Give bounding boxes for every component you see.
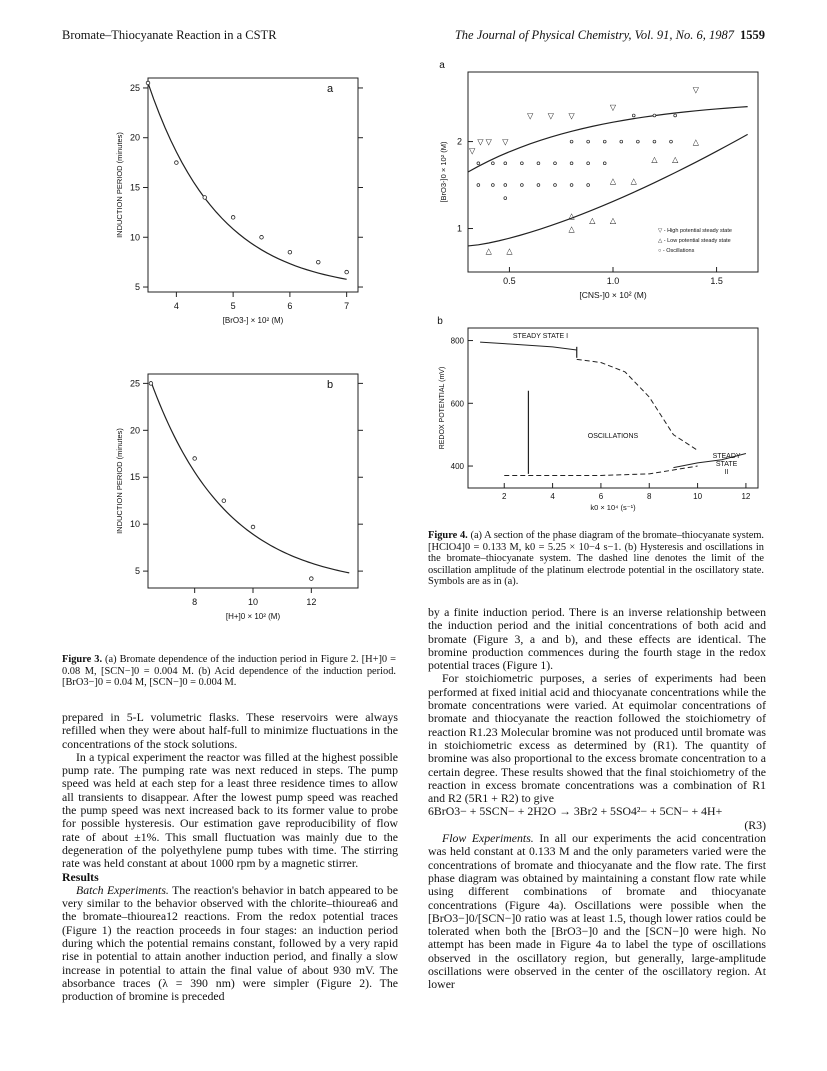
y-tick-label: 25 bbox=[129, 82, 140, 93]
x-tick-label: 8 bbox=[647, 492, 652, 501]
oscillation-marker bbox=[491, 162, 494, 165]
y-tick-label: 400 bbox=[450, 462, 464, 472]
low-steady-state-marker: △ bbox=[672, 154, 679, 164]
y-tick-label: 20 bbox=[129, 425, 140, 436]
paragraph: by a finite induction period. There is an inverse relationship between the induction period and the initial concentrations of both acid and bromate (Figure 3, a and b), and these effects are identical. The bromine production commences during the fourth stage in the redox potential traces (Figure 1). bbox=[428, 605, 766, 673]
y-axis-label: [BrO3-]0 × 10² (M) bbox=[439, 141, 448, 203]
x-axis-label: k0 × 10⁴ (s⁻¹) bbox=[590, 503, 636, 512]
y-tick-label: 15 bbox=[129, 472, 140, 483]
fit-curve bbox=[148, 83, 347, 279]
upper-boundary-curve bbox=[468, 107, 748, 172]
oscillation-marker bbox=[504, 162, 507, 165]
data-point bbox=[260, 235, 264, 239]
oscillation-marker bbox=[554, 162, 557, 165]
figure-3-text: (a) Bromate dependence of the induction period in Figure 2. [H+]0 = 0.08 M, [SCN−]0 = 0.004 M. (b) Acid dependence of the induction period. [BrO3−]0 = 0.04 M, [SCN−]0 = 0.004 M. bbox=[62, 654, 396, 689]
data-point bbox=[149, 382, 153, 386]
oscillation-marker bbox=[632, 114, 635, 117]
oscillation-marker bbox=[603, 140, 606, 143]
data-point bbox=[316, 260, 320, 264]
x-tick-label: 7 bbox=[344, 301, 350, 311]
figure-3-caption bbox=[62, 654, 396, 689]
equation bbox=[428, 805, 766, 818]
journal-citation: The Journal of Physical Chemistry, Vol. 91, No. 6, 1987 bbox=[454, 28, 734, 42]
low-steady-state-marker: △ bbox=[609, 215, 617, 225]
high-steady-state-marker: ▽ bbox=[609, 102, 617, 112]
paragraph: prepared in 5-L volumetric flasks. These reservoirs were always refilled when they were about half-full to minimize fluctuations in the concentrations of the stock solutions. bbox=[62, 710, 398, 751]
right-body-column bbox=[428, 606, 766, 992]
steady-state-ii-label: II bbox=[724, 468, 729, 476]
figure-3a-chart bbox=[110, 70, 370, 360]
oscillation-marker bbox=[620, 140, 623, 143]
plot-frame bbox=[148, 78, 358, 292]
oscillation-marker bbox=[674, 114, 677, 117]
x-axis-label: [BrO3-] × 10² (M) bbox=[222, 316, 284, 325]
oscillation-marker bbox=[587, 140, 590, 143]
oscillation-marker bbox=[504, 197, 507, 200]
run-in-heading: Batch Experiments. bbox=[76, 882, 169, 897]
x-tick-label: 10 bbox=[693, 492, 703, 501]
paragraph: For stoichiometric purposes, a series of experiments had been performed at fixed initial acid and thiocyanate concentrations while the bromate concentrations were varied. At equimolar concentrations of bromate and thiocyanate the reaction followed the stoichiometry of reaction R1.23 Molecular bromine was not produced until bromate was in stoichiometric excess as determined by (R1). The quantity of bromine was also proportional to the excess bromate concentration to a certain degree. These results showed that the final stoichiometry of the reaction in excess bromate concentrations was a combination of R1 and R2 (5R1 + R2) to give bbox=[428, 671, 766, 806]
x-tick-label: 12 bbox=[741, 492, 751, 501]
oscillation-marker bbox=[603, 162, 606, 165]
page-number: 1559 bbox=[740, 28, 765, 42]
oscillation-marker bbox=[520, 162, 523, 165]
y-tick-label: 5 bbox=[134, 282, 140, 293]
oscillation-marker bbox=[653, 140, 656, 143]
low-steady-state-marker: △ bbox=[568, 224, 575, 234]
x-axis-label: [CNS-]0 × 10² (M) bbox=[579, 290, 647, 300]
low-steady-state-marker: △ bbox=[568, 211, 575, 221]
panel-label: b bbox=[437, 316, 443, 327]
y-tick-label: 600 bbox=[450, 399, 464, 409]
high-steady-state-marker: ▽ bbox=[502, 137, 509, 147]
y-tick-label: 2 bbox=[456, 136, 462, 147]
data-point bbox=[288, 250, 292, 254]
data-point bbox=[251, 525, 255, 529]
high-steady-state-marker: ▽ bbox=[485, 137, 492, 147]
steady-state-ii-label: STEADY bbox=[712, 453, 741, 461]
y-axis-label: INDUCTION PERIOD (minutes) bbox=[115, 428, 124, 534]
high-steady-state-marker: ▽ bbox=[692, 85, 699, 95]
high-steady-state-marker: ▽ bbox=[568, 111, 575, 121]
oscillations-label: OSCILLATIONS bbox=[587, 432, 639, 440]
paragraph bbox=[62, 884, 398, 1004]
x-tick-label: 1.5 bbox=[710, 276, 723, 286]
legend-entry: △ - Low potential steady state bbox=[658, 238, 731, 244]
x-tick-label: 4 bbox=[173, 301, 179, 311]
oscillation-marker bbox=[670, 140, 673, 143]
y-tick-label: 5 bbox=[134, 566, 140, 577]
y-tick-label: 25 bbox=[129, 378, 140, 389]
oscillation-marker bbox=[587, 162, 590, 165]
oscillation-marker bbox=[537, 184, 540, 187]
panel-label: a bbox=[439, 60, 445, 71]
oscillation-marker bbox=[587, 184, 590, 187]
high-steady-state-marker: ▽ bbox=[469, 146, 476, 156]
steady-state-ii-label: STATE bbox=[715, 461, 738, 469]
oscillation-marker bbox=[504, 184, 507, 187]
low-steady-state-marker: △ bbox=[630, 176, 637, 186]
oscillation-marker bbox=[570, 140, 573, 143]
data-point bbox=[222, 499, 226, 503]
figure-4-text: (a) A section of the phase diagram of the bromate–thiocyanate system. [HClO4]0 = 0.133 M, k0 = 5.25 × 10−4 s−1. (b) Hysteresis and oscillations in the bromate–thiocyanate system. The dashed line denotes the limit of the oscillation amplitude of the platinum electrode potential in the oscillatory state. Symbols are as in (a). bbox=[428, 530, 764, 588]
x-tick-label: 2 bbox=[502, 492, 507, 501]
y-tick-label: 10 bbox=[129, 232, 140, 243]
y-tick-label: 15 bbox=[129, 182, 140, 193]
oscillation-marker bbox=[477, 184, 480, 187]
high-steady-state-marker: ▽ bbox=[527, 111, 534, 121]
x-axis-label: [H+]0 × 10² (M) bbox=[225, 612, 281, 621]
y-tick-label: 10 bbox=[129, 519, 140, 530]
high-steady-state-marker: ▽ bbox=[547, 111, 554, 121]
x-tick-label: 5 bbox=[230, 301, 236, 311]
figure-4-caption bbox=[428, 530, 764, 588]
paragraph-text: In all our experiments the acid concentration was held constant at 0.133 M and the only parameters varied were the concentrations of bromate and thiocyanate and the flow rate. The first phase diagram was obtained by maintaining a constant flow rate while using different combinations of bromate and thiocyanate concentrations (Figure 4a). Oscillations were possible when the [BrO3−]0/[SCN−]0 ratio was at least 1.5, though lower ratios could be tolerated when both the [BrO3−]0 and the [SCN−]0 were high. No attempt has been made in Figure 4a to label the type of oscillations observed in the oscillatory region, but generally, large-amplitude oscillations were observed in the center of the oscillatory region. At lower bbox=[428, 831, 766, 992]
figure-3b-chart bbox=[110, 366, 370, 648]
x-tick-label: 0.5 bbox=[503, 276, 516, 286]
low-steady-state-marker: △ bbox=[692, 137, 699, 147]
oscillation-marker bbox=[653, 114, 656, 117]
panel-label: b bbox=[326, 379, 334, 391]
left-body-column bbox=[62, 711, 398, 1004]
figure-4b-chart bbox=[428, 318, 768, 528]
figure-4a-chart bbox=[428, 60, 768, 310]
oscillation-marker bbox=[570, 184, 573, 187]
equation-text: 6BrO3− + 5SCN− + 2H2O → 3Br2 + 5SO4²− + 5CN− + 4H+ bbox=[428, 804, 723, 819]
legend-entry: ○ - Oscillations bbox=[658, 248, 695, 254]
run-in-heading: Flow Experiments. bbox=[442, 831, 534, 846]
x-tick-label: 1.0 bbox=[606, 276, 620, 286]
running-header-title: Bromate–Thiocyanate Reaction in a CSTR bbox=[62, 28, 277, 42]
y-tick-label: 1 bbox=[456, 223, 462, 234]
x-tick-label: 6 bbox=[287, 301, 293, 311]
legend-entry: ▽ - High potential steady state bbox=[658, 228, 732, 234]
x-tick-label: 10 bbox=[247, 597, 259, 607]
low-steady-state-marker: △ bbox=[651, 154, 658, 164]
low-steady-state-marker: △ bbox=[485, 246, 492, 256]
y-axis-label: INDUCTION PERIOD (minutes) bbox=[115, 132, 124, 238]
oscillation-marker bbox=[477, 162, 480, 165]
plot-frame bbox=[148, 374, 358, 588]
data-point bbox=[146, 81, 150, 85]
paragraph bbox=[428, 832, 766, 992]
oscillation-lower-limit bbox=[504, 466, 697, 475]
steady-state-i-line bbox=[480, 342, 577, 350]
paragraph: In a typical experiment the reactor was filled at the highest possible pump rate. The pumping rate was next reduced in steps. The pump speed was held at each step for a least three residence times to allow all transients to disappear. After the lowest pump speed was reached the pump speed was next increased back to its former value to probe for possible hysteresis. Our estimation gave reproducibility of flow rate of about ±1%. This small fluctuation was mainly due to the degeneration of the polyethylene pump tubes with time. The stirring rate was held constant at about 1000 rpm by a magnetic stirrer. bbox=[62, 749, 398, 871]
data-point bbox=[345, 270, 349, 274]
paragraph-text: The reaction's behavior in batch appeared to be very similar to the behavior observed with the chlorite–thiourea6 and the bromate–thiourea12 reactions. From the redox potential traces (Figure 1) the reaction proceeds in four stages: an induction period during which the potential remains constant, followed by a very rapid rise in potential to attain another induction period, and finally a slow increase in potential to attain the final value of about 930 mV. The absorbance traces (λ = 390 nm) were simpler (Figure 2). The production of bromine is preceded bbox=[62, 882, 398, 1004]
running-header-journal bbox=[455, 28, 765, 43]
equation-number: (R3) bbox=[744, 817, 766, 832]
low-steady-state-marker: △ bbox=[589, 215, 596, 225]
y-tick-label: 20 bbox=[129, 132, 140, 143]
figure-4-label: Figure 4. bbox=[428, 530, 468, 541]
x-tick-label: 6 bbox=[598, 492, 604, 501]
oscillation-marker bbox=[636, 140, 639, 143]
section-heading-results: Results bbox=[62, 869, 99, 884]
data-point bbox=[193, 457, 197, 461]
high-steady-state-marker: ▽ bbox=[477, 137, 484, 147]
oscillation-marker bbox=[570, 162, 573, 165]
oscillation-marker bbox=[554, 184, 557, 187]
steady-state-i-label: STEADY STATE I bbox=[512, 333, 569, 340]
low-steady-state-marker: △ bbox=[609, 176, 617, 186]
y-axis-label: REDOX POTENTIAL (mV) bbox=[439, 366, 446, 450]
panel-label: a bbox=[326, 83, 334, 95]
data-point bbox=[310, 577, 314, 581]
figure-3-label: Figure 3. bbox=[62, 654, 103, 665]
oscillation-marker bbox=[491, 184, 494, 187]
x-tick-label: 8 bbox=[192, 597, 198, 607]
x-tick-label: 12 bbox=[306, 597, 317, 607]
data-point bbox=[175, 161, 179, 165]
oscillation-marker bbox=[520, 184, 523, 187]
oscillation-marker bbox=[537, 162, 540, 165]
y-tick-label: 800 bbox=[450, 336, 464, 346]
plot-frame bbox=[468, 328, 758, 488]
data-point bbox=[203, 196, 207, 200]
x-tick-label: 4 bbox=[550, 492, 555, 501]
low-steady-state-marker: △ bbox=[506, 246, 513, 256]
data-point bbox=[231, 216, 235, 220]
fit-curve bbox=[151, 382, 349, 573]
